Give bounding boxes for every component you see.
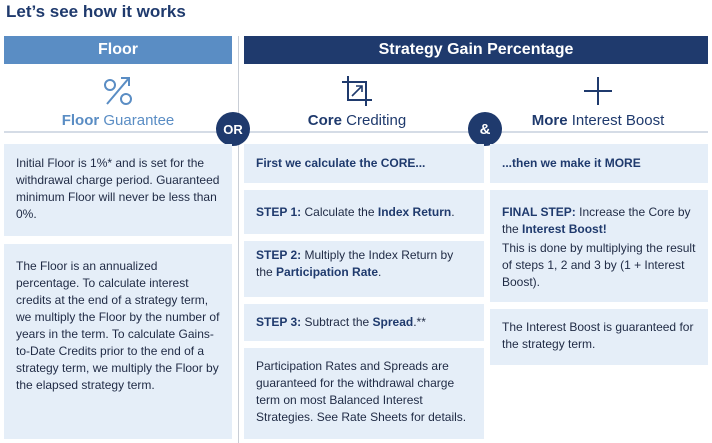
step2-bold: Participation Rate <box>276 265 379 279</box>
final-step-text: Increase the Core by the <box>502 205 691 236</box>
step2-text: Multiply the Index Return by the <box>256 248 454 279</box>
floor-annualized-text: The Floor is an annualized percentage. To calculate interest credits at the end of a strategy term, we multiply the Floor by the number of years in the term. To calculate Gains-to-Date Credits prior to the end of a strategy term, we multiply the Floor by the elapsed strategy term. <box>16 259 220 392</box>
and-connector: & <box>468 112 502 146</box>
floor-guarantee-heading <box>4 70 232 129</box>
final-step-detail: This is done by multiplying the result of steps 1, 2 and 3 by (1 + Interest Boost). <box>502 241 696 289</box>
final-step-box <box>490 190 708 302</box>
step3-end: .** <box>413 315 426 329</box>
step3-text: Subtract the <box>301 315 373 329</box>
crop-icon <box>340 74 374 108</box>
floor-heading-rest: Guarantee <box>99 112 175 129</box>
step3-bold: Spread <box>372 315 414 329</box>
step1-label: STEP 1: <box>256 204 302 219</box>
step1-bold: Index Return <box>377 204 452 219</box>
core-note-box <box>244 348 484 439</box>
final-step-bold: Interest Boost! <box>522 222 607 236</box>
core-intro-box <box>244 144 484 183</box>
step3-box <box>244 304 484 341</box>
step3-label: STEP 3: <box>256 315 302 329</box>
floor-initial-text: Initial Floor is 1%* and is set for the withdrawal charge period. Guaranteed minimum Floor will never be less than 0%. <box>16 156 220 221</box>
boost-guarantee-box <box>490 309 708 365</box>
core-crediting-heading <box>244 70 470 129</box>
step1-box <box>244 190 484 234</box>
core-heading-rest: Crediting <box>341 112 407 129</box>
floor-annualized-box <box>4 244 232 439</box>
page-title: Let’s see how it works <box>6 2 186 21</box>
more-intro-text: ...then we make it MORE <box>502 156 641 170</box>
strategy-gain-header: Strategy Gain Percentage <box>244 36 708 64</box>
column-divider <box>238 36 239 443</box>
floor-heading-bold: Floor <box>61 112 100 129</box>
step2-end: . <box>378 265 382 279</box>
or-connector: OR <box>216 112 250 146</box>
boost-guarantee-text: The Interest Boost is guaranteed for the strategy term. <box>502 320 694 351</box>
floor-rule <box>4 131 232 133</box>
plus-icon <box>581 74 615 108</box>
floor-initial-box <box>4 144 232 236</box>
core-note-text: Participation Rates and Spreads are guaranteed for the withdrawal charge term on most Balanced Interest Strategies. See Rate Sheets for details. <box>256 359 467 424</box>
step2-label: STEP 2: <box>256 248 302 262</box>
core-intro-text: First we calculate the CORE... <box>256 156 426 170</box>
more-interest-boost-heading <box>488 70 708 129</box>
step1-end: . <box>451 204 455 219</box>
more-heading-bold: More <box>531 112 568 129</box>
final-step-label: FINAL STEP: <box>502 205 576 219</box>
core-heading-bold: Core <box>307 112 342 129</box>
more-heading-rest: Interest Boost <box>567 112 665 129</box>
step2-box <box>244 241 484 297</box>
percent-icon <box>101 74 135 108</box>
floor-header: Floor <box>4 36 232 64</box>
more-intro-box <box>490 144 708 183</box>
step1-text: Calculate the <box>301 204 378 219</box>
